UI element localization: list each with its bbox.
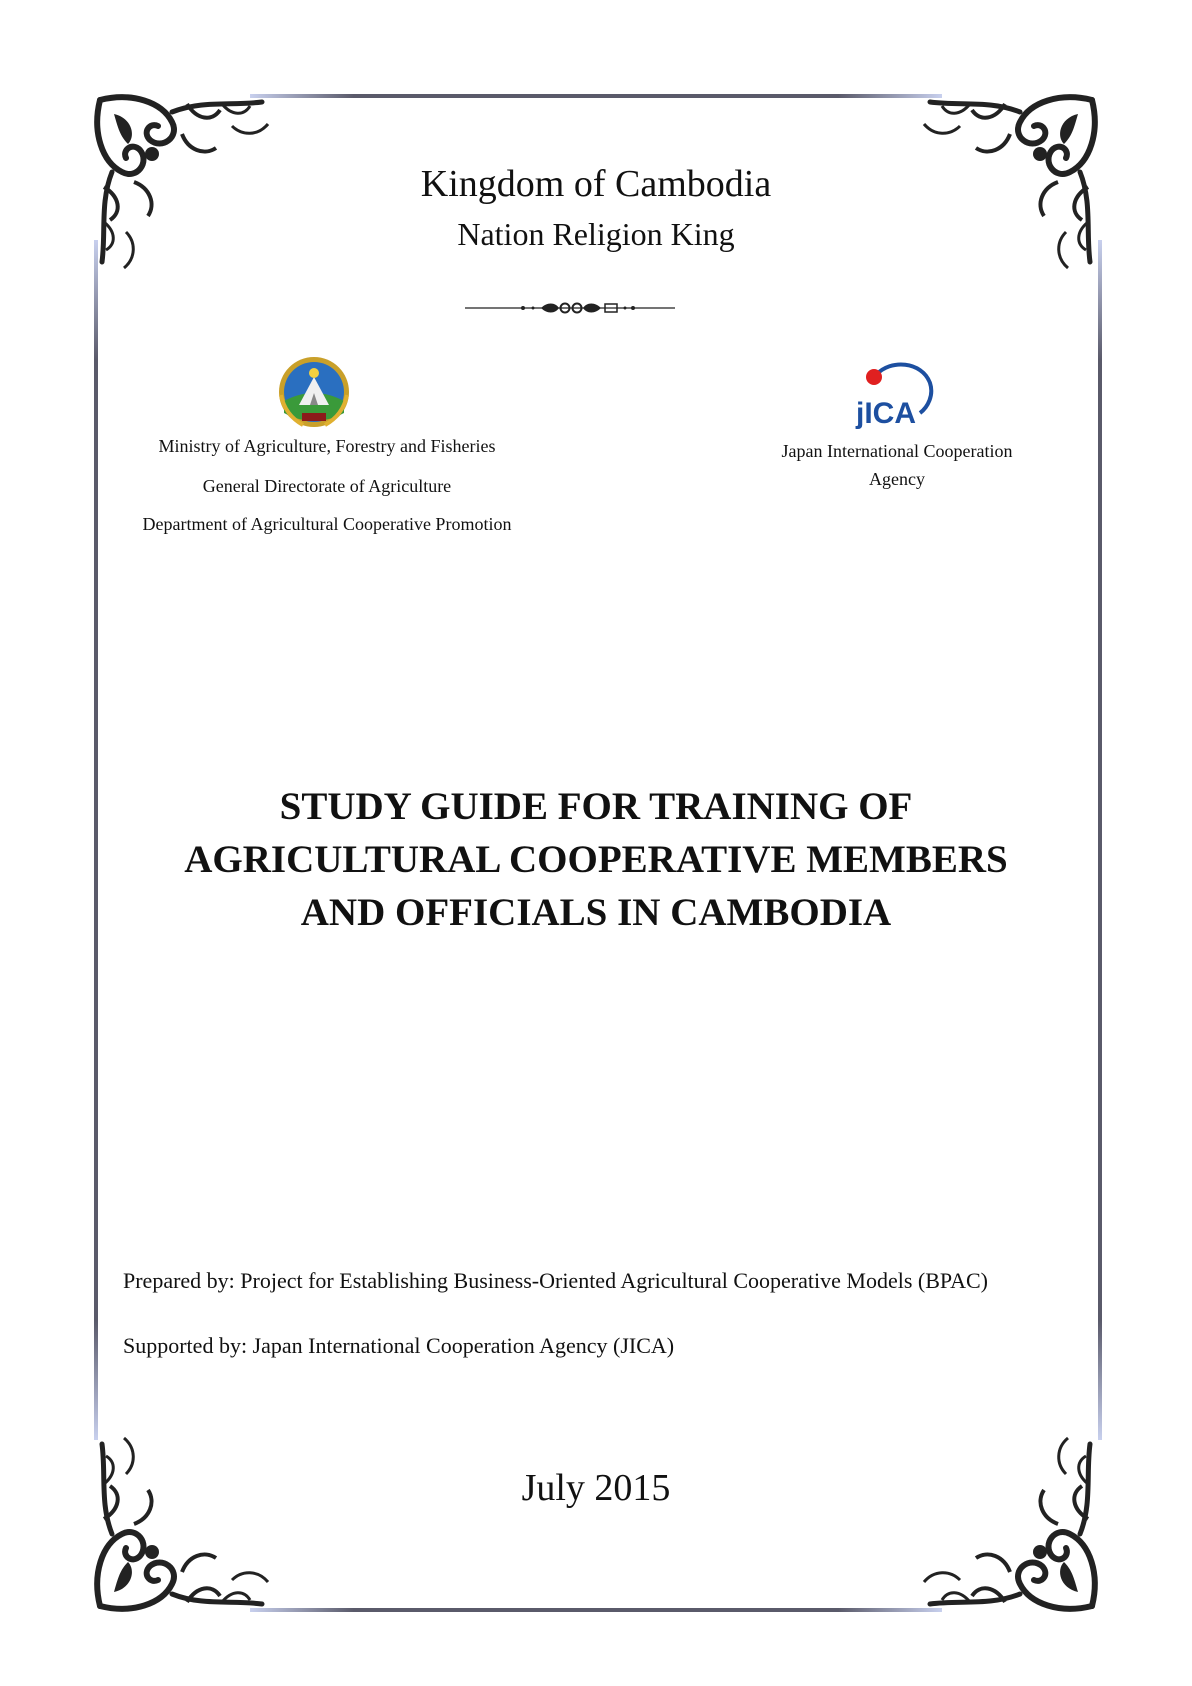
directorate-name: General Directorate of Agriculture [202, 476, 452, 496]
document-title [0, 780, 1192, 939]
title-line-2: AGRICULTURAL COOPERATIVE MEMBERS [184, 838, 1008, 881]
cambodia-royal-emblem-icon [277, 355, 351, 429]
national-motto: Nation Religion King [457, 216, 735, 252]
jica-name-line-1: Japan International Cooperation [781, 441, 1013, 461]
publication-date: July 2015 [521, 1467, 671, 1509]
jica-name-line-2: Agency [869, 469, 925, 489]
jica-name [752, 437, 1042, 493]
jica-logo-icon [846, 357, 936, 429]
supported-by: Supported by: Japan International Cooperation Agency (JICA) [123, 1333, 675, 1358]
prepared-by: Prepared by: Project for Establishing Business-Oriented Agricultural Cooperative Models (BPAC) [123, 1268, 988, 1293]
ornamental-divider [465, 298, 675, 318]
title-line-3: AND OFFICIALS IN CAMBODIA [300, 891, 892, 934]
ministry-name: Ministry of Agriculture, Forestry and Fisheries [158, 436, 496, 456]
country-heading: Kingdom of Cambodia [420, 163, 772, 205]
jica-logo-text: jICA [856, 397, 916, 429]
department-name: Department of Agricultural Cooperative Promotion [142, 514, 512, 534]
title-line-1: STUDY GUIDE FOR TRAINING OF [279, 785, 913, 828]
